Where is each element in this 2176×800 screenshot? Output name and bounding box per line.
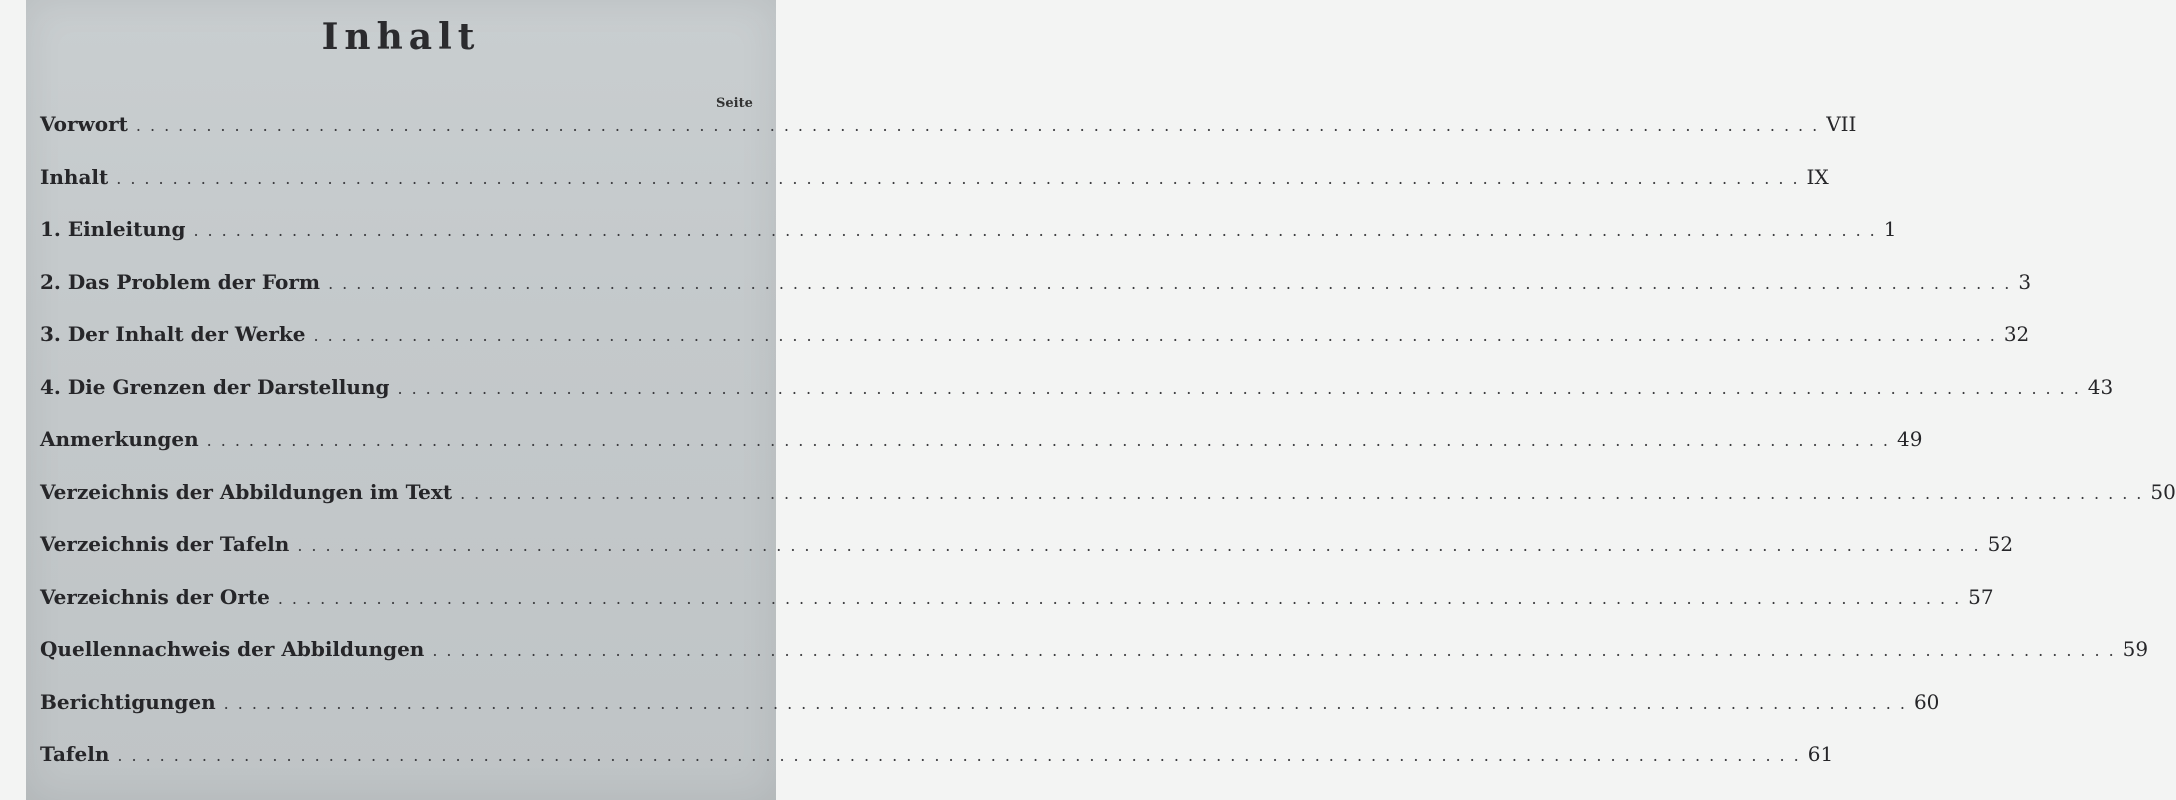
toc-entry [40, 689, 1940, 743]
dot-leader: ........................................................................................................................ [313, 326, 2004, 345]
dot-leader: ........................................................................................................................ [397, 378, 2088, 398]
toc-entry [40, 217, 1897, 270]
toc-entry [40, 584, 1994, 638]
dot-leader: ........................................................................................................................ [135, 116, 1827, 135]
toc-entry [40, 427, 1923, 480]
toc-entry [40, 374, 2114, 428]
toc-entry-label: Inhalt [40, 164, 109, 189]
dot-leader: ........................................................................................................................ [432, 641, 2123, 660]
dot-leader: ........................................................................................................................ [117, 746, 1808, 765]
toc-entry [40, 164, 1829, 218]
toc-entry-page: 1 [1883, 217, 1897, 241]
dot-leader: ........................................................................................................................ [297, 536, 1988, 555]
page-title: Inhalt [321, 16, 481, 58]
toc-entry-label: Berichtigungen [40, 689, 216, 714]
toc-entry-label: 3. Der Inhalt der Werke [40, 322, 306, 346]
toc-entry [40, 269, 2032, 323]
toc-entry-label: Verzeichnis der Abbildungen im Text [40, 479, 453, 504]
toc-entry-page: 32 [2003, 322, 2030, 346]
toc-entry-label: 4. Die Grenzen der Darstellung [40, 374, 390, 399]
toc-entry-page: 52 [1987, 532, 2014, 556]
toc-entry-page: VII [1826, 112, 1857, 136]
dot-leader: ........................................................................................................................ [206, 431, 1897, 450]
toc-entry-page: 61 [1807, 742, 1834, 766]
toc-entry-page: IX [1806, 164, 1829, 189]
toc-entry-label: 2. Das Problem der Form [40, 269, 321, 294]
toc-entry [40, 532, 2014, 585]
toc-entry-page: 57 [1968, 584, 1994, 609]
toc-entry-label: 1. Einleitung [40, 217, 186, 241]
toc-entry-label: Vorwort [40, 112, 128, 136]
toc-entry-label: Verzeichnis der Orte [40, 584, 270, 609]
dot-leader: ........................................................................................................................ [223, 693, 1914, 713]
toc-entry [40, 322, 2030, 375]
toc-entry-page: 49 [1896, 427, 1923, 451]
toc-entry-page: 43 [2087, 374, 2114, 399]
toc-entry-page: 3 [2018, 269, 2032, 294]
toc-entry-page: 60 [1913, 689, 1940, 714]
book-page [26, 0, 2176, 800]
toc-entry-page: 59 [2122, 637, 2149, 661]
table-of-contents [40, 112, 2176, 795]
toc-entry-label: Quellennachweis der Abbildungen [40, 637, 425, 661]
dot-leader: ........................................................................................................................ [460, 483, 2151, 503]
toc-entry-label: Tafeln [40, 742, 110, 766]
page-column-header: Seite [716, 96, 753, 111]
toc-entry-page: 50 [2150, 479, 2176, 504]
toc-entry [40, 112, 1857, 165]
dot-leader: ........................................................................................................................ [116, 168, 1807, 188]
toc-entry [40, 742, 1834, 795]
dot-leader: ........................................................................................................................ [277, 588, 1969, 608]
toc-entry-label: Verzeichnis der Tafeln [40, 532, 290, 556]
dot-leader: ........................................................................................................................ [328, 273, 2019, 293]
dot-leader: ........................................................................................................................ [193, 221, 1884, 240]
toc-entry [40, 637, 2149, 690]
toc-entry-label: Anmerkungen [40, 427, 199, 451]
toc-entry [40, 479, 2176, 533]
